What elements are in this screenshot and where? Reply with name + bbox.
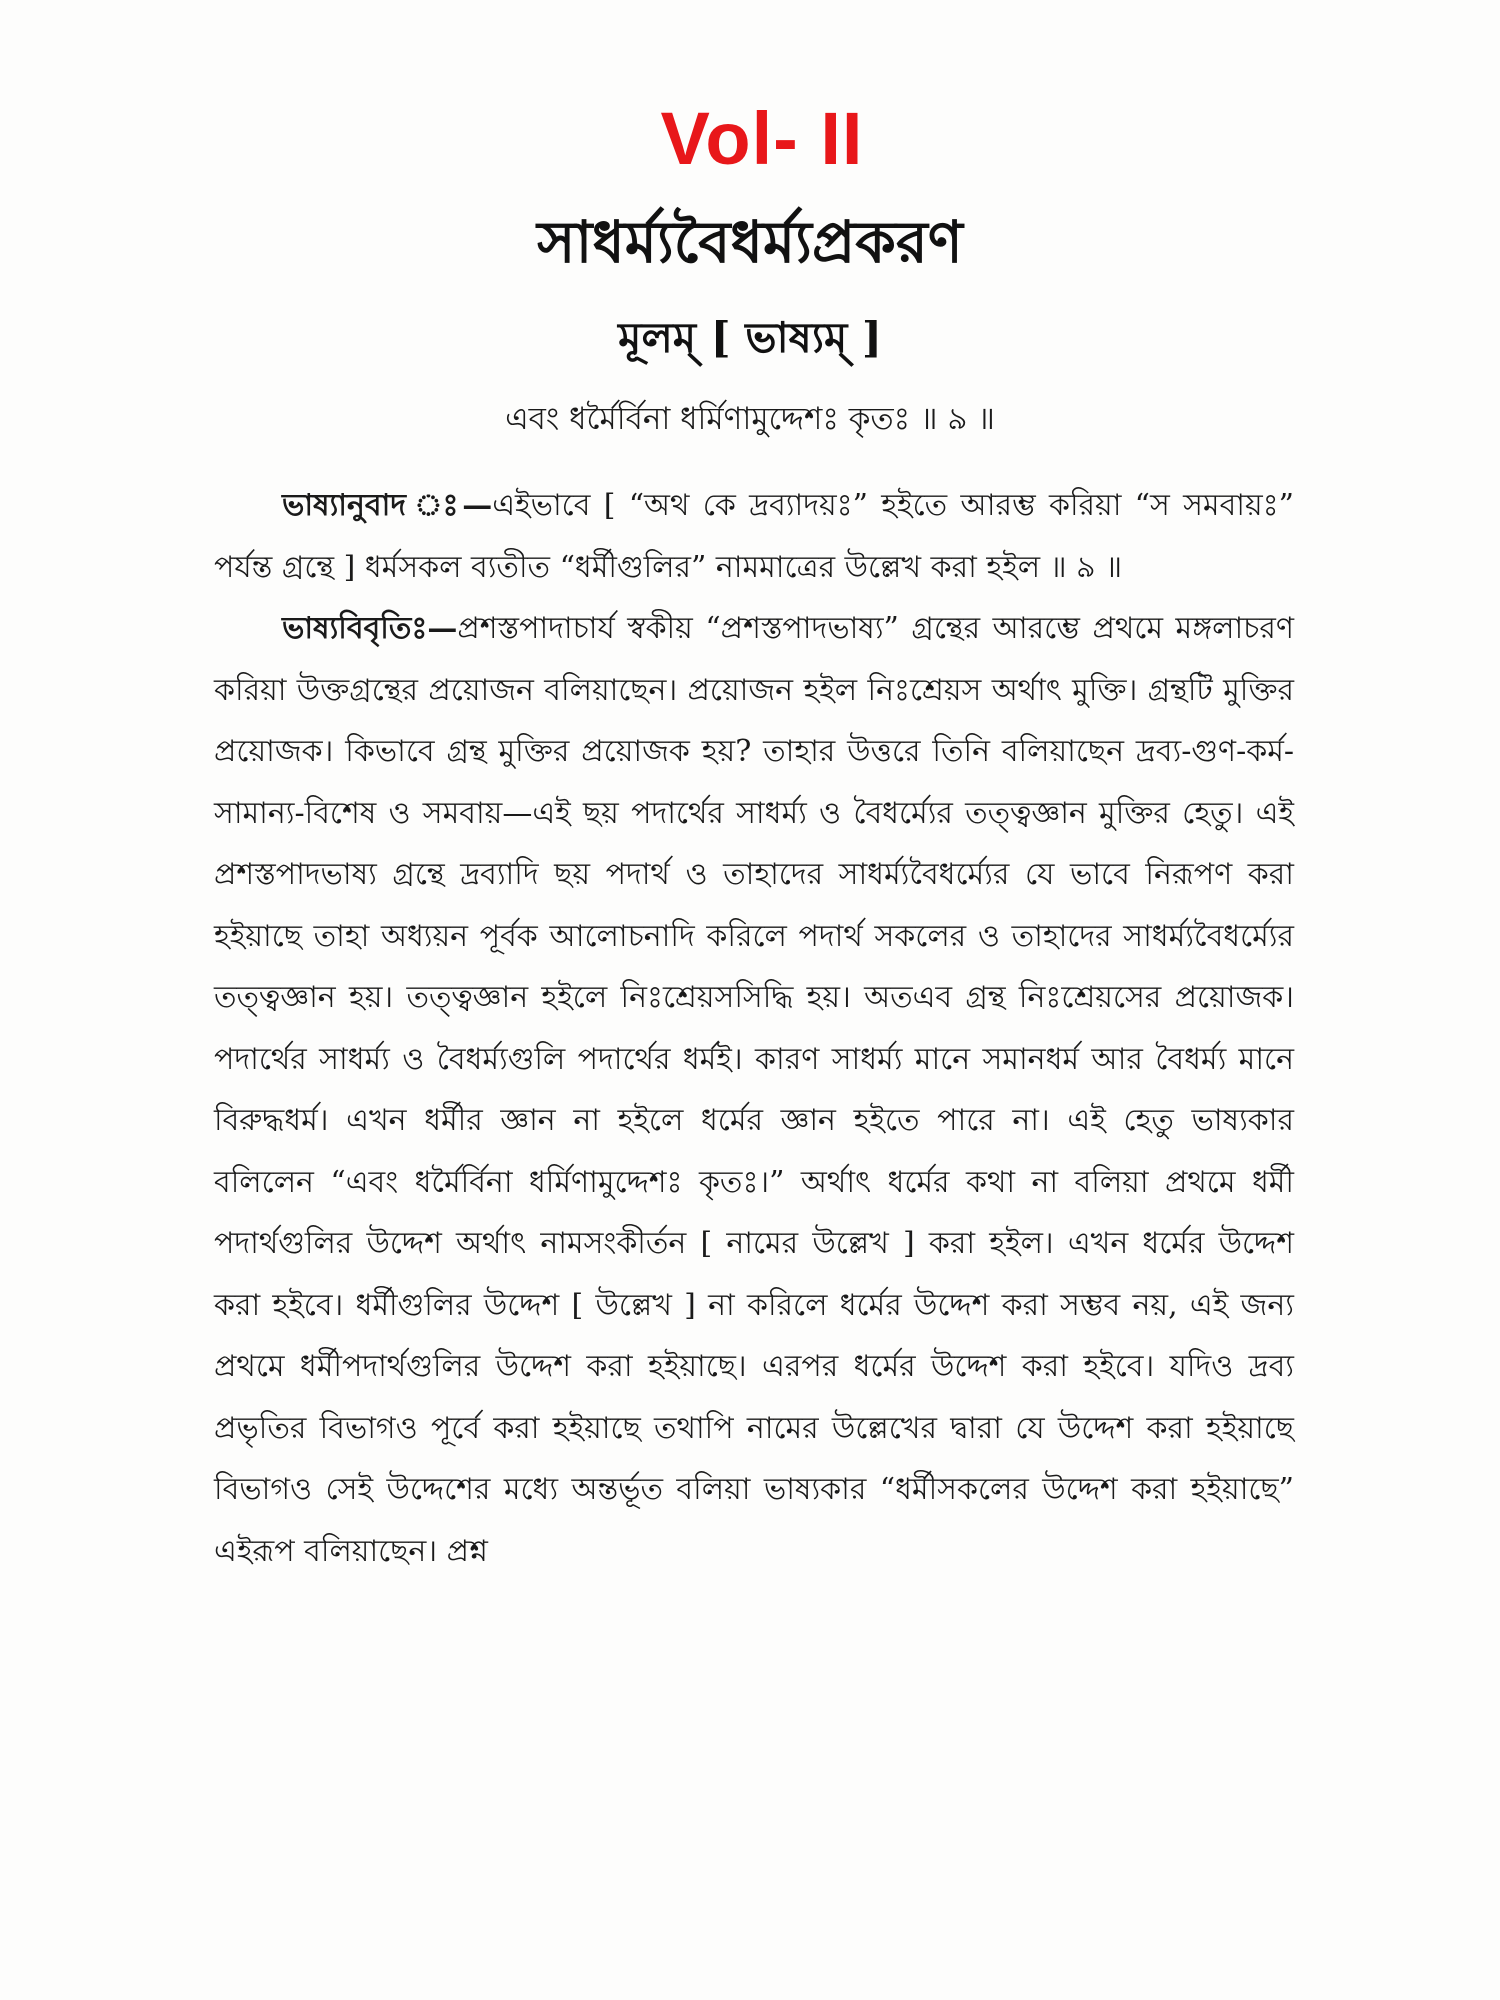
commentary-paragraph <box>214 598 1294 1582</box>
chapter-title: সাধর্ম্যবৈধর্ম্যপ্রকরণ <box>537 208 963 276</box>
translation-paragraph <box>214 475 1294 598</box>
paragraph-label: ভাষ্যানুবাদ ঃ— <box>282 488 493 523</box>
paragraph-text: এইভাবে [ “অথ কে দ্রব্যাদয়ঃ” হইতে আরম্ভ করিয়া “স সমবায়ঃ” পর্যন্ত গ্রন্থে ] ধর্মসকল ব্যতীত “ধর্মীগুলির” নামমাত্রের উল্লেখ করা হইল ॥ ৯ ॥ <box>214 488 1294 585</box>
volume-label: Vol- II <box>660 97 864 180</box>
body-text <box>214 475 1294 1582</box>
sutra-line: এবং ধর্মৈর্বিনা ধর্মিণামুদ্দেশঃ কৃতঃ ॥ ৯ ॥ <box>505 401 995 437</box>
section-heading: মূলম্ [ ভাষ্যম্ ] <box>618 313 882 362</box>
paragraph-text: প্রশস্তপাদাচার্য স্বকীয় “প্রশস্তপাদভাষ্য” গ্রন্থের আরম্ভে প্রথমে মঙ্গলাচরণ করিয়া উক্তগ্রন্থের প্রয়োজন বলিয়াছেন। প্রয়োজন হইল নিঃশ্রেয়স অর্থাৎ মুক্তি। গ্রন্থটি মুক্তির প্রয়োজক। কিভাবে গ্রন্থ মুক্তির প্রয়োজক হয়? তাহার উত্তরে তিনি বলিয়াছেন দ্রব্য-গুণ-কর্ম-সামান্য-বিশেষ ও সমবায়—এই ছয় পদার্থের সাধর্ম্য ও বৈধর্ম্যের তত্ত্বজ্ঞান মুক্তির হেতু। এই প্রশস্তপাদভাষ্য গ্রন্থে দ্রব্যাদি ছয় পদার্থ ও তাহাদের সাধর্ম্যবৈধর্ম্যের যে ভাবে নিরূপণ করা হইয়াছে তাহা অধ্যয়ন পূর্বক আলোচনাদি করিলে পদার্থ সকলের ও তাহাদের সাধর্ম্যবৈধর্ম্যের তত্ত্বজ্ঞান হয়। তত্ত্বজ্ঞান হইলে নিঃশ্রেয়সসিদ্ধি হয়। অতএব গ্রন্থ নিঃশ্রেয়সের প্রয়োজক। পদার্থের সাধর্ম্য ও বৈধর্ম্যগুলি পদার্থের ধর্মই। কারণ সাধর্ম্য মানে সমানধর্ম আর বৈধর্ম্য মানে বিরুদ্ধধর্ম। এখন ধর্মীর জ্ঞান না হইলে ধর্মের জ্ঞান হইতে পারে না। এই হেতু ভাষ্যকার বলিলেন “এবং ধর্মৈর্বিনা ধর্মিণামুদ্দেশঃ কৃতঃ।” অর্থাৎ ধর্মের কথা না বলিয়া প্রথমে ধর্মী পদার্থগুলির উদ্দেশ অর্থাৎ নামসংকীর্তন [ নামের উল্লেখ ] করা হইল। এখন ধর্মের উদ্দেশ করা হইবে। ধর্মীগুলির উদ্দেশ [ উল্লেখ ] না করিলে ধর্মের উদ্দেশ করা সম্ভব নয়, এই জন্য প্রথমে ধর্মীপদার্থগুলির উদ্দেশ করা হইয়াছে। এরপর ধর্মের উদ্দেশ করা হইবে। যদিও দ্রব্য প্রভৃতির বিভাগও পূর্বে করা হইয়াছে তথাপি নামের উল্লেখের দ্বারা যে উদ্দেশ করা হইয়াছে বিভাগও সেই উদ্দেশের মধ্যে অন্তর্ভূত বলিয়া ভাষ্যকার “ধর্মীসকলের উদ্দেশ করা হইয়াছে” এইরূপ বলিয়াছেন। প্রশ্ন <box>214 611 1294 1569</box>
paragraph-label: ভাষ্যবিবৃতিঃ— <box>282 611 458 646</box>
